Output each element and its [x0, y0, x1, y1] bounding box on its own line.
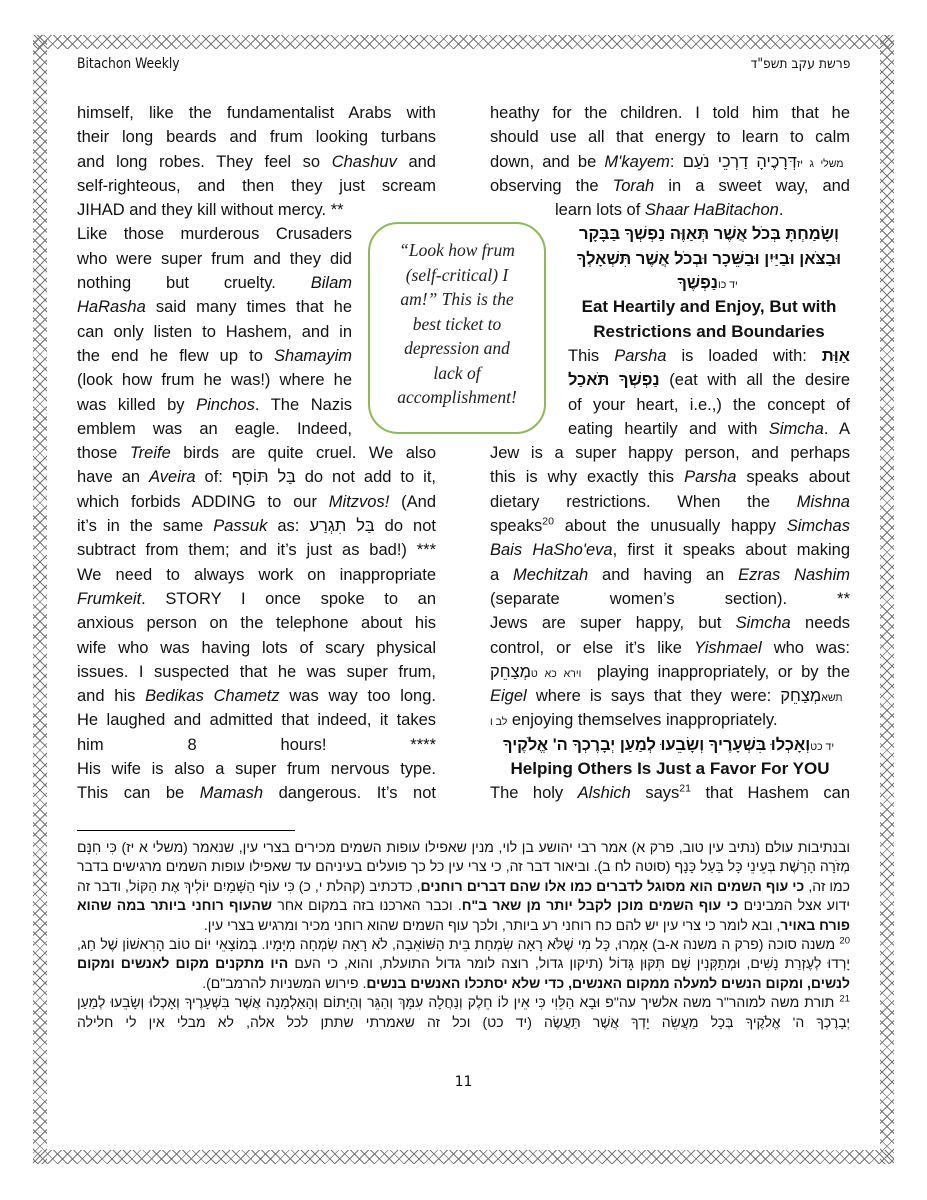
page-border-top — [33, 35, 894, 49]
text-line — [490, 757, 850, 781]
text-line — [77, 611, 436, 635]
text-run: down, and be — [490, 152, 605, 171]
text-line — [77, 733, 436, 757]
text-run: Like those murderous Crusaders — [77, 225, 352, 244]
header-publication-title: Bitachon Weekly — [77, 56, 180, 72]
text-run: as: — [267, 517, 310, 536]
text-run: should use all that energy to learn to calm — [490, 128, 850, 147]
text-run: . A — [823, 419, 851, 438]
text-run: וּבַצֹּאן וּבַיַּיִן וּבַשֵּׁכָר וּבְכֹל אֲשֶׁר תִּשְׁאָלְךָ — [576, 249, 842, 268]
text-line — [77, 538, 436, 562]
footnote — [77, 993, 850, 1032]
pull-quote-line: am!” This is the — [400, 289, 514, 309]
text-run: Mishna — [796, 492, 850, 511]
text-run: Simchas — [786, 517, 850, 536]
text-run: observing the — [490, 176, 613, 195]
text-run: issues. I suspected that he was super frum, — [77, 662, 436, 681]
text-line — [490, 708, 850, 732]
text-line — [77, 417, 352, 441]
text-run: . — [778, 201, 784, 220]
text-run: Bilam — [310, 274, 352, 293]
text-run: this is why exactly this — [490, 468, 685, 487]
text-line — [77, 295, 352, 319]
pull-quote-line: depression and — [404, 338, 510, 358]
text-run: Shaar HaBitachon — [644, 201, 779, 220]
text-line — [77, 636, 436, 660]
text-run: Mitzvos! — [328, 492, 390, 511]
text-line — [77, 174, 436, 198]
pull-quote-line: (self-critical) I — [405, 264, 509, 285]
text-run: וירא כא ט — [530, 667, 589, 680]
text-run: שהעוף רוחני ביותר במה שהוא פורח באויר — [77, 897, 850, 933]
text-run: HaRasha — [77, 298, 146, 317]
text-run: and his — [77, 687, 146, 706]
text-run: 21 — [679, 782, 691, 795]
text-run: playing inappropriately, or by the — [588, 662, 850, 681]
text-run: : — [669, 152, 683, 171]
text-line — [77, 514, 436, 538]
text-run: He laughed and admitted that indeed, it takes — [77, 711, 436, 730]
text-run: היו מתקנים מקום לאנשים ומקום לנשים, ומקום הנשים למעלה ממקום האנשים, כדי שלא יסתכלו האנשים בנשים — [77, 955, 850, 991]
text-run: , first it speaks about making — [612, 541, 850, 560]
text-line — [77, 757, 436, 781]
text-line — [568, 344, 850, 368]
text-run: Restrictions and Boundaries — [593, 321, 825, 341]
text-line — [490, 174, 850, 198]
pull-quote-line: best ticket to — [412, 313, 502, 334]
text-run: M'kayem — [604, 152, 670, 171]
text-run: Simcha — [735, 614, 791, 633]
text-run: וְשָׂמַחְתָּ בְּכֹל אֲשֶׁר תְּאַוֶּה נַפְשְׁךָ בַּבָּקָר — [578, 225, 840, 244]
text-run: כי עוף השמים מוכן לקבל יותר מן שאר ב"ח — [461, 897, 739, 914]
page-border-left — [33, 35, 47, 1164]
text-run: Eigel — [490, 687, 527, 706]
text-run: Parsha — [614, 346, 667, 365]
text-run: Torah — [612, 176, 655, 195]
text-run: who was: — [761, 638, 850, 657]
text-run: it’s in the same — [77, 517, 214, 536]
page-border-right — [880, 35, 894, 1164]
text-run: We need to always work on inappropriate — [77, 565, 436, 584]
text-run: Treife — [129, 444, 171, 463]
text-run: (separate women’s section). ** — [490, 589, 850, 608]
footnote-separator — [77, 830, 295, 831]
text-run: Shamayim — [274, 346, 352, 365]
text-line — [568, 295, 850, 319]
text-run: . וכבר הארכנו בזה במקום אחר — [272, 897, 462, 914]
text-run: לב ו — [490, 716, 508, 729]
text-run: enjoying themselves inappropriately. — [507, 711, 778, 730]
footnote — [77, 838, 850, 935]
text-run: subtract from them; and it’s just as bad!) *** — [77, 541, 436, 560]
text-line — [77, 660, 436, 684]
text-line — [568, 222, 850, 246]
text-line — [568, 368, 850, 392]
text-run: dangerous. It’s not — [263, 784, 436, 803]
text-run: יד כט — [810, 740, 837, 753]
text-line — [490, 150, 850, 174]
text-line — [490, 660, 850, 684]
text-run: which forbids ADDING to our — [77, 492, 329, 511]
text-line — [490, 733, 850, 757]
text-line — [77, 393, 352, 417]
text-run: His wife is also a super frum nervous type. — [77, 760, 436, 779]
text-run: is loaded with: — [666, 346, 822, 365]
text-run: Bais HaSho'eva — [490, 541, 613, 560]
text-run: Yishmael — [694, 638, 762, 657]
text-run: Aveira — [149, 468, 196, 487]
text-run: This can be — [77, 784, 200, 803]
text-run: Pinchos — [196, 395, 255, 414]
text-run: JIHAD and they kill without mercy. ** — [77, 201, 344, 220]
text-line — [568, 271, 850, 295]
text-run: heathy for the children. I told him that he — [490, 104, 850, 122]
text-run: nothing but cruelty. — [77, 274, 311, 293]
text-line — [77, 125, 436, 149]
text-line — [77, 781, 436, 805]
text-run: (And — [389, 492, 437, 511]
text-line — [77, 320, 352, 344]
text-run: those — [77, 444, 130, 463]
text-run: . STORY I once spoke to an — [141, 589, 436, 608]
text-run: needs — [790, 614, 850, 633]
footnote — [77, 935, 850, 993]
text-line — [490, 781, 850, 805]
text-run: control, or else it’s like — [490, 638, 695, 657]
text-run: in a sweet way, and — [654, 176, 850, 195]
footnote-number: 20 — [839, 935, 850, 947]
text-run: speaks — [490, 517, 543, 536]
text-run: Mamash — [199, 784, 264, 803]
text-run: תשא — [821, 692, 850, 705]
text-run: בַּל תִגְרַע — [309, 517, 375, 536]
text-run: wife who was having lots of scary physical — [77, 638, 436, 657]
text-run: מְצַחֵק — [490, 662, 531, 681]
text-run: Passuk — [213, 517, 268, 536]
text-run: ובנתיבות עולם (נתיב עין טוב, פרק א) אמר רבי יהושע בן לוי, מנין שאפילו עופות השמים מכירים בצרי עין, שנאמר (משלי א יז) כִּי חִנָּם מְזֹרָה הָרָשֶׁת בְּעֵינֵי כָּל בַּעַל כָּנָף (סוטה לח ב). וביאור דבר זה, כי צרי עין כל כך פועלים בעיניהם עד שאפילו עופות השמים מרגישים בדבר כמו זה, — [77, 839, 851, 894]
pull-quote-line: lack of — [433, 362, 481, 383]
text-run: do not — [374, 517, 436, 536]
text-run: Bedikas Chametz — [145, 687, 280, 706]
text-run: do not add to it, — [295, 468, 436, 487]
text-run: The holy — [490, 784, 578, 803]
text-run: נַפְשֶׁךָ — [677, 274, 719, 293]
text-run: Mechitzah — [513, 565, 589, 584]
text-line — [490, 125, 850, 149]
pull-quote-line: accomplishment! — [397, 387, 517, 407]
text-run: and having an — [588, 565, 739, 584]
text-line — [490, 563, 850, 587]
text-run: said many times that he — [145, 298, 352, 317]
text-run: emblem was an eagle. Indeed, — [77, 419, 352, 438]
text-line — [490, 465, 850, 489]
text-run: self-righteous, and then they just scream — [77, 176, 436, 195]
text-line — [568, 320, 850, 344]
text-run: This — [568, 346, 615, 365]
text-line — [490, 101, 850, 125]
text-run: Ezras Nashim — [738, 565, 850, 584]
text-run: speaks about — [736, 468, 850, 487]
text-run: . פירוש המשניות להרמב"ם). — [202, 974, 367, 991]
text-run: Simcha — [768, 419, 824, 438]
text-run: בַּל תּוֹסִף — [231, 468, 296, 487]
text-run: says — [630, 784, 680, 803]
text-run: כי עוף השמים הוא מסוגל לדברים כמו אלו שהם דברים רוחנים — [420, 877, 805, 894]
text-line — [568, 393, 850, 417]
text-run: , כדכתיב (קהלת י, כ) כִּי עוֹף הַשָּׁמַיִם יוֹלִיךְ אֶת הַקּוֹל, ודבר זה ידוע אצל המבינים — [77, 877, 850, 914]
left-text-column — [77, 101, 436, 806]
text-run: . The Nazis — [254, 395, 352, 414]
text-line — [555, 198, 850, 222]
text-run: and — [396, 152, 436, 171]
text-run: (eat with all the desire — [659, 371, 850, 390]
text-run: where is says that they were: — [526, 687, 781, 706]
text-line — [77, 490, 436, 514]
text-line — [490, 514, 850, 538]
text-run: of your heart, i.e.,) the concept of — [568, 395, 850, 414]
text-run: can only listen to Hashem, and in — [77, 322, 352, 341]
text-line — [568, 247, 850, 271]
text-run: that Hashem can — [690, 784, 850, 803]
text-line — [77, 101, 436, 125]
text-run: Chashuv — [331, 152, 397, 171]
text-line — [77, 344, 352, 368]
text-run: him 8 hours! **** — [77, 735, 436, 754]
text-run: was killed by — [77, 395, 197, 414]
text-line — [77, 708, 436, 732]
text-run: משנה סוכה (פרק ה משנה א-ב) אָמְרוּ, כָּל מִי שֶׁלֹּא רָאָה שִׂמְחַת בֵּית הַשּׁוֹאֵבָה, לֹא רָאָה שִׂמְחָה מִיָּמָיו. בְּמוֹצָאֵי יוֹם טוֹב הָרִאשׁוֹן שֶׁל חַג, יָרְדוּ לְעֶזְרַת נָשִׁים, וּמְתַקְּנִין שָׁם תִּקּוּן גָּדוֹל (תיקון גדול, רוצה לומר גדול התועלת, והוא, כי העם — [77, 936, 851, 972]
text-line — [77, 222, 352, 246]
text-run: himself, like the fundamentalist Arabs with — [77, 104, 436, 122]
footnotes — [77, 838, 850, 1032]
text-line — [490, 636, 850, 660]
text-run: dietary restrictions. When the — [490, 492, 797, 511]
text-run: Jews are super happy, but — [490, 614, 736, 633]
text-run: וְאָכְלוּ בִּשְׁעָרֶיךָ וְשָׂבֵעוּ לְמַעַן יְבָרֶכְךָ ה' אֱלֹקֶיךָ — [503, 735, 811, 754]
text-run: of: — [195, 468, 232, 487]
text-line — [77, 684, 436, 708]
text-run: , ובא לומר כי צרי עין יש להם כח רוחני רע ביותר, ולכך עוף השמים שהוא רוחני מכיר ומרגיש בצרי עין. — [203, 916, 781, 933]
text-line — [77, 563, 436, 587]
text-run: learn lots of — [555, 201, 645, 220]
text-run: Helping Others Is Just a Favor For YOU — [510, 759, 830, 779]
pull-quote-line: “Look how frum — [399, 240, 515, 260]
text-run: אַוַּת — [821, 346, 850, 365]
text-run: מְצַחֵק — [780, 687, 822, 706]
text-line — [77, 465, 436, 489]
text-line — [490, 587, 850, 611]
page-number: 11 — [454, 1074, 473, 1090]
text-run: תורת משה למוהר"ר משה אלשיך עה"פ וּבָא הַלֵּוִי כִּי אֵין לוֹ חֵלֶק וְנַחֲלָה עִמָּךְ וְהַגֵּר וְהַיָּתוֹם וְהָאַלְמָנָה אֲשֶׁר בִּשְׁעָרֶיךָ וְאָכְלוּ וְשָׂבֵעוּ לְמַעַן יְבָרֶכְךָ ה' אֱלֹקֶיךָ בְּכָל מַעֲשֵׂה יָדְךָ אֲשֶׁר תַּעֲשֶׂה (יד כט) וכל זה שאמרתי שתתן לכל אלה, לא מבלי אין לי חלילה — [77, 994, 850, 1030]
text-run: Eat Heartily and Enjoy, But with — [581, 297, 837, 317]
text-run: have an — [77, 468, 150, 487]
text-line — [490, 490, 850, 514]
text-run: who were super frum and they did — [77, 249, 352, 268]
text-run: was way too long. — [279, 687, 436, 706]
text-line — [490, 538, 850, 562]
pull-quote-box — [368, 222, 546, 434]
text-run: birds are quite cruel. We also — [170, 444, 436, 463]
text-line — [490, 684, 850, 708]
text-run: eating heartily and with — [568, 419, 769, 438]
text-run: Parsha — [684, 468, 737, 487]
text-run: משלי ג יז — [796, 157, 851, 170]
text-line — [490, 611, 850, 635]
text-line — [77, 271, 352, 295]
text-run: their long beards and frum looking turbans — [77, 128, 436, 147]
text-line — [490, 441, 850, 465]
text-run: (look how frum he was!) where he — [77, 371, 352, 390]
text-run: נַפְשְׁךָ תֹּאכַל — [568, 371, 660, 390]
text-line — [568, 417, 850, 441]
text-line — [77, 587, 436, 611]
page-border-bottom — [33, 1150, 894, 1164]
text-run: Alshich — [577, 784, 631, 803]
header-parsha-title: פרשת עקב תשפ"ד — [750, 56, 850, 72]
text-run: a — [490, 565, 514, 584]
text-line — [77, 198, 436, 222]
footnote-number: 21 — [839, 993, 850, 1005]
text-run: דְּרָכֶיהָ דַרְכֵי נֹעַם — [682, 152, 797, 171]
text-run: the end he flew up to — [77, 346, 275, 365]
text-run: 20 — [542, 515, 554, 528]
text-line — [77, 150, 436, 174]
text-run: about the unusually happy — [553, 517, 787, 536]
text-run: Frumkeit — [77, 589, 142, 608]
text-line — [77, 441, 436, 465]
text-run: and long robes. They feel so — [77, 152, 332, 171]
text-run: Jew is a super happy person, and perhaps — [490, 444, 850, 463]
text-line — [77, 247, 352, 271]
text-line — [77, 368, 352, 392]
right-text-column — [490, 101, 850, 806]
text-run: anxious person on the telephone about his — [77, 614, 436, 633]
text-run: יד כו — [718, 279, 741, 292]
